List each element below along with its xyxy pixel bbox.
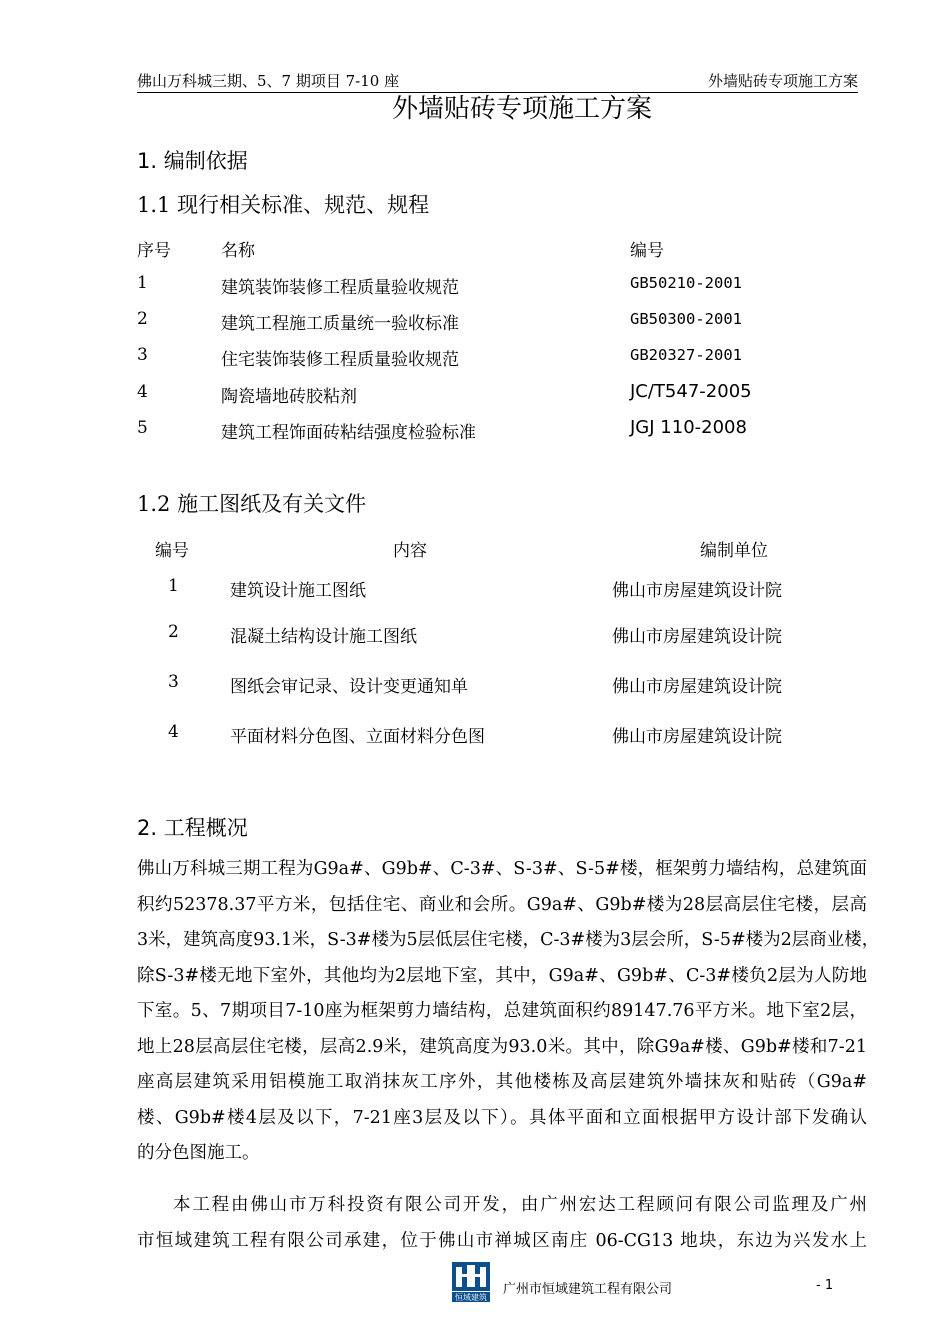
row-content: 建筑设计施工图纸 xyxy=(230,581,366,601)
developer-paragraph-cont xyxy=(137,1224,867,1260)
row-unit: 佛山市房屋建筑设计院 xyxy=(612,627,782,647)
document-title: 外墙贴砖专项施工方案 xyxy=(391,94,652,124)
row-unit: 佛山市房屋建筑设计院 xyxy=(612,727,782,747)
company-logo xyxy=(452,1262,490,1302)
row-code: GB50210-2001 xyxy=(630,274,742,292)
paragraph-line: 积约52378.37平方米，包括住宅、商业和会所。G9a#、G9b#楼为28层高层住宅楼，层高 xyxy=(137,894,867,915)
paragraph-line: 地上28层高层住宅楼，层高2.9米，建筑高度为93.0米。其中，除G9a#楼、G9b#楼和7-21 xyxy=(137,1036,867,1057)
paragraph-line: 市恒域建筑工程有限公司承建，位于佛山市禅城区南庄 06-CG13 地块，东边为兴发水上 xyxy=(137,1231,867,1251)
paragraph-line: 3米，建筑高度93.1米，S-3#楼为5层低层住宅楼，C-3#楼为3层会所，S-5#楼为2层商业楼， xyxy=(137,930,880,950)
row-content: 图纸会审记录、设计变更通知单 xyxy=(230,677,468,697)
footer-page-number: - 1 xyxy=(816,1278,834,1293)
row-unit: 佛山市房屋建筑设计院 xyxy=(612,677,782,697)
row-name: 住宅装饰装修工程质量验收规范 xyxy=(221,350,459,370)
row-name: 建筑工程饰面砖粘结强度检验标准 xyxy=(221,423,476,443)
paragraph-line: 楼、G9b#楼4层及以下，7-21座3层及以下）。具体平面和立面根据甲方设计部下发确认 xyxy=(137,1107,867,1128)
row-name: 建筑工程施工质量统一验收标准 xyxy=(221,314,459,334)
paragraph-line: 佛山万科城三期工程为G9a#、G9b#、C-3#、S-3#、S-5#楼，框架剪力墙结构，总建筑面 xyxy=(137,859,867,879)
row-no: 4 xyxy=(137,382,148,402)
section-1-1-heading: 1.1 现行相关标准、规范、规程 xyxy=(137,193,430,217)
row-content: 混凝土结构设计施工图纸 xyxy=(230,627,417,647)
row-no: 5 xyxy=(137,418,148,438)
row-no: 2 xyxy=(168,622,179,642)
header-doc-name: 外墙贴砖专项施工方案 xyxy=(707,72,858,90)
paragraph-line: 座高层建筑采用铝模施工取消抹灰工序外，其他楼栋及高层建筑外墙抹灰和贴砖（G9a# xyxy=(137,1072,867,1092)
col-header-code: 编号 xyxy=(630,241,664,261)
row-no: 1 xyxy=(168,576,179,596)
paragraph-line: 下室。5、7期项目7-10座为框架剪力墙结构，总建筑面积约89147.76平方米。地下室2层， xyxy=(137,1001,867,1021)
footer-company: 广州市恒域建筑工程有限公司 xyxy=(503,1282,673,1297)
developer-paragraph xyxy=(173,1188,867,1224)
section-2-heading: 2. 工程概况 xyxy=(137,816,248,840)
col-header-unit: 编制单位 xyxy=(700,541,768,561)
col-header-name: 名称 xyxy=(221,241,255,261)
overview-paragraph xyxy=(137,852,880,1172)
row-code: GB50300-2001 xyxy=(630,310,742,328)
row-code: JC/T547-2005 xyxy=(630,381,752,402)
row-unit: 佛山市房屋建筑设计院 xyxy=(612,581,782,601)
paragraph-line: 除S-3#楼无地下室外，其他均为2层地下室，其中，G9a#、G9b#、C-3#楼负2层为人防地 xyxy=(137,965,867,986)
logo-text: 恒域建筑 xyxy=(455,1293,487,1302)
col-header-content: 内容 xyxy=(393,541,427,561)
row-code: JGJ 110-2008 xyxy=(630,417,747,438)
col-header-no: 序号 xyxy=(137,241,171,261)
row-no: 1 xyxy=(137,273,148,293)
row-no: 2 xyxy=(137,309,148,329)
header-project-name: 佛山万科城三期、5、7 期项目 7-10 座 xyxy=(137,72,400,90)
row-content: 平面材料分色图、立面材料分色图 xyxy=(230,727,485,747)
row-code: GB20327-2001 xyxy=(630,346,742,364)
row-no: 4 xyxy=(168,722,179,742)
row-no: 3 xyxy=(137,345,148,365)
row-name: 建筑装饰装修工程质量验收规范 xyxy=(221,278,459,298)
row-name: 陶瓷墙地砖胶粘剂 xyxy=(221,387,357,407)
paragraph-line: 的分色图施工。 xyxy=(137,1143,260,1163)
section-1-heading: 1. 编制依据 xyxy=(137,149,248,173)
row-no: 3 xyxy=(168,672,179,692)
paragraph-line: 本工程由佛山市万科投资有限公司开发，由广州宏达工程顾问有限公司监理及广州 xyxy=(173,1195,867,1215)
col-header-no: 编号 xyxy=(155,541,189,561)
section-1-2-heading: 1.2 施工图纸及有关文件 xyxy=(137,492,367,516)
